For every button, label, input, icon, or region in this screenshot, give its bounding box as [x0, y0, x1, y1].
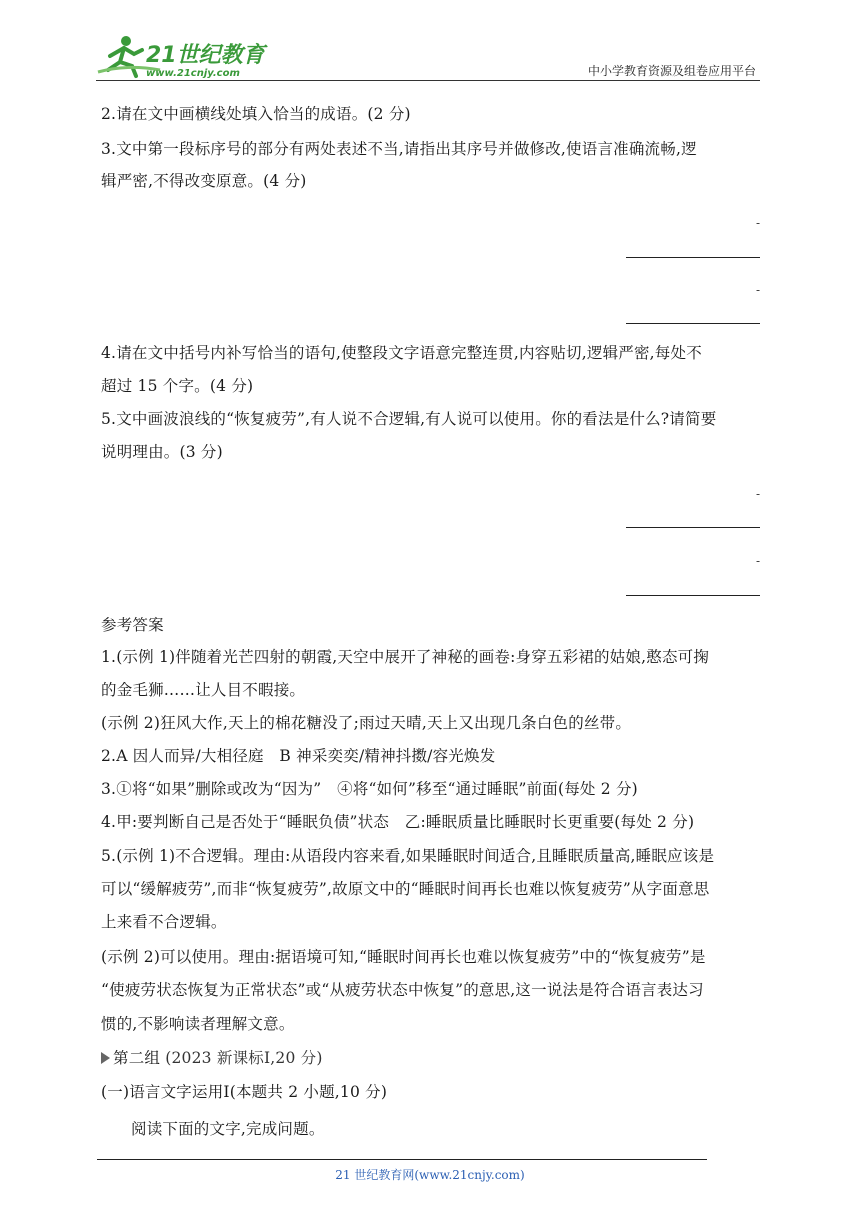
question-5-line-2: 说明理由。(3 分)	[101, 443, 223, 461]
answer-1-line-2: 的金毛狮……让人目不暇接。	[101, 681, 306, 699]
answer-blank-line[interactable]	[626, 257, 760, 258]
triangle-right-icon	[101, 1052, 110, 1064]
question-3-line-2: 辑严密,不得改变原意。(4 分)	[101, 172, 307, 190]
reading-instruction: 阅读下面的文字,完成问题。	[131, 1120, 325, 1138]
group-source: (2023 新课标Ⅰ,20 分)	[165, 1049, 323, 1067]
platform-name: 中小学教育资源及组卷应用平台	[587, 64, 756, 78]
logo-text: 21世纪教育	[146, 43, 265, 68]
group-2-heading	[101, 1047, 762, 1069]
answer-blank-line[interactable]	[626, 323, 760, 324]
answer-line-mark: -	[756, 487, 761, 501]
answer-1-line-3: (示例 2)狂风大作,天上的棉花糖没了;雨过天晴,天上又出现几条白色的丝带。	[101, 714, 632, 732]
answers-heading: 参考答案	[101, 616, 164, 634]
answer-3: 3.①将“如果”删除或改为“因为” ④将“如何”移至“通过睡眠”前面(每处 2 分)	[101, 780, 638, 798]
answer-2: 2.A 因人而异/大相径庭 B 神采奕奕/精神抖擞/容光焕发	[101, 747, 496, 765]
answer-5-line-6: 惯的,不影响读者理解文意。	[101, 1015, 295, 1033]
footer-divider	[97, 1159, 707, 1160]
answer-blank-line[interactable]	[626, 595, 760, 596]
answer-5-line-5: “使疲劳状态恢复为正常状态”或“从疲劳状态中恢复”的意思,这一说法是符合语言表达习	[101, 981, 704, 999]
question-3-line-1: 3.文中第一段标序号的部分有两处表述不当,请指出其序号并做修改,使语言准确流畅,逻	[101, 140, 697, 158]
header-divider	[96, 80, 760, 81]
answer-5-line-2: 可以“缓解疲劳”,而非“恢复疲劳”,故原文中的“睡眠时间再长也难以恢复疲劳”从字面意思	[101, 880, 710, 898]
answer-5-line-4: (示例 2)可以使用。理由:据语境可知,“睡眠时间再长也难以恢复疲劳”中的“恢复疲劳”是	[101, 948, 706, 966]
footer-link[interactable]: 21 世纪教育网(www.21cnjy.com)	[335, 1168, 525, 1182]
answer-blank-line[interactable]	[626, 527, 760, 528]
answer-line-mark: -	[756, 216, 761, 230]
section-heading: (一)语言文字运用Ⅰ(本题共 2 小题,10 分)	[101, 1083, 388, 1101]
logo-url: www.21cnjy.com	[146, 68, 240, 79]
answer-5-line-1: 5.(示例 1)不合逻辑。理由:从语段内容来看,如果睡眠时间适合,且睡眠质量高,睡眠应该是	[101, 847, 715, 865]
answer-line-mark: -	[756, 283, 761, 297]
site-logo	[96, 34, 276, 80]
question-4-line-1: 4.请在文中括号内补写恰当的语句,使整段文字语意完整连贯,内容贴切,逻辑严密,每处不	[101, 344, 702, 362]
question-4-line-2: 超过 15 个字。(4 分)	[101, 377, 254, 395]
group-title: 第二组	[113, 1049, 161, 1067]
answer-5-line-3: 上来看不合逻辑。	[101, 913, 227, 931]
question-2: 2.请在文中画横线处填入恰当的成语。(2 分)	[101, 105, 411, 123]
answer-4: 4.甲:要判断自己是否处于“睡眠负债”状态 乙:睡眠质量比睡眠时长更重要(每处 2 分)	[101, 813, 695, 831]
answer-1-line-1: 1.(示例 1)伴随着光芒四射的朝霞,天空中展开了神秘的画卷:身穿五彩裙的姑娘,憨态可掬	[101, 648, 710, 666]
question-5-line-1: 5.文中画波浪线的“恢复疲劳”,有人说不合逻辑,有人说可以使用。你的看法是什么?请简要	[101, 410, 717, 428]
answer-line-mark: -	[756, 554, 761, 568]
